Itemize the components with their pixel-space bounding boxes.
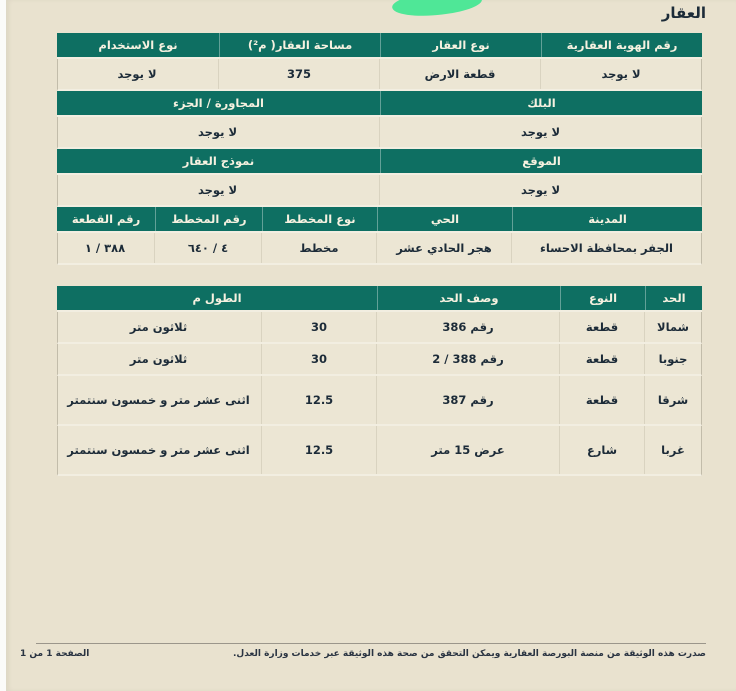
value-plan-type: مخطط xyxy=(261,233,376,263)
footer-note: صدرت هذه الوثيقة من منصة البورصة العقارية ويمكن التحقق من صحة هذه الوثيقة عبر خدمات وزارة العدل. xyxy=(232,649,706,659)
value-neighborhood-part: لا يوجد xyxy=(197,125,238,139)
col-header-plot-number: رقم القطعة xyxy=(71,212,141,226)
border-length-text: ثلاثون متر xyxy=(129,351,188,366)
border-length-number: 12.5 xyxy=(261,426,376,474)
value-city: الجفر بمحافظة الاحساء xyxy=(511,233,701,263)
property-row4-values xyxy=(57,233,702,265)
border-length-text: ثلاثون متر xyxy=(129,319,188,334)
property-row3-header xyxy=(57,149,702,175)
border-type: شارع xyxy=(559,426,644,474)
property-details-table xyxy=(57,33,702,476)
value-property-type: قطعة الارض xyxy=(379,59,540,89)
value-block: لا يوجد xyxy=(379,117,701,147)
border-type: قطعة xyxy=(559,312,644,342)
border-type: قطعة xyxy=(559,376,644,424)
value-property-id: لا يوجد xyxy=(540,59,701,89)
border-row-east xyxy=(57,376,702,426)
value-plan-number: ٤ / ٦٤٠ xyxy=(154,233,261,263)
border-row-west xyxy=(57,426,702,476)
border-type: قطعة xyxy=(559,344,644,374)
col-header-district: الحي xyxy=(377,207,512,231)
col-header-border-type: النوع xyxy=(560,286,645,310)
value-location: لا يوجد xyxy=(379,175,701,205)
border-description: عرض 15 متر xyxy=(376,426,559,474)
value-property-model: لا يوجد xyxy=(197,183,238,197)
value-district: هجر الحادي عشر xyxy=(376,233,511,263)
border-description: رقم 386 xyxy=(376,312,559,342)
border-description: رقم 387 xyxy=(376,376,559,424)
document-page xyxy=(6,0,736,691)
border-row-north xyxy=(57,312,702,344)
border-side: شرقا xyxy=(644,376,701,424)
col-header-property-model: نموذج العقار xyxy=(182,154,255,168)
border-length-number: 30 xyxy=(261,344,376,374)
border-length-text: اثنى عشر متر و خمسون سنتمتر xyxy=(67,442,250,457)
footer-page-number: الصفحة 1 من 1 xyxy=(20,649,90,659)
col-header-border-side: الحد xyxy=(645,286,702,310)
property-row3-values xyxy=(57,175,702,207)
col-header-plan-type: نوع المخطط xyxy=(262,207,377,231)
col-header-neighborhood-part: المجاورة / الجزء xyxy=(173,96,264,110)
footer-divider xyxy=(36,643,706,644)
value-property-area: 375 xyxy=(218,59,379,89)
value-plot-number: ٣٨٨ / ١ xyxy=(84,241,126,255)
borders-table xyxy=(57,286,702,476)
col-header-city: المدينة xyxy=(512,207,702,231)
border-length-number: 12.5 xyxy=(261,376,376,424)
page-title: العقار xyxy=(661,4,706,22)
property-row2-values xyxy=(57,117,702,149)
property-row2-header xyxy=(57,91,702,117)
border-side: غربا xyxy=(644,426,701,474)
col-header-location: الموقع xyxy=(380,149,702,173)
border-description: رقم 388 / 2 xyxy=(376,344,559,374)
col-header-border-description: وصف الحد xyxy=(377,286,560,310)
col-header-usage-type: نوع الاستخدام xyxy=(98,38,178,52)
col-header-length-m: الطول م xyxy=(192,291,242,305)
green-highlight-mark xyxy=(391,0,483,20)
border-length-text: اثنى عشر متر و خمسون سنتمتر xyxy=(67,392,250,407)
value-usage-type: لا يوجد xyxy=(117,67,157,81)
border-row-south xyxy=(57,344,702,376)
col-header-property-type: نوع العقار xyxy=(380,33,541,57)
border-side: جنوبا xyxy=(644,344,701,374)
col-header-property-area: مساحة العقار( م²) xyxy=(219,33,380,57)
col-header-plan-number: رقم المخطط xyxy=(155,207,262,231)
borders-table-header xyxy=(57,286,702,312)
property-row4-header xyxy=(57,207,702,233)
property-row1-values xyxy=(57,59,702,91)
col-header-property-id: رقم الهوية العقارية xyxy=(541,33,702,57)
col-header-block: البلك xyxy=(380,91,702,115)
border-length-number: 30 xyxy=(261,312,376,342)
border-side: شمالا xyxy=(644,312,701,342)
property-row1-header xyxy=(57,33,702,59)
